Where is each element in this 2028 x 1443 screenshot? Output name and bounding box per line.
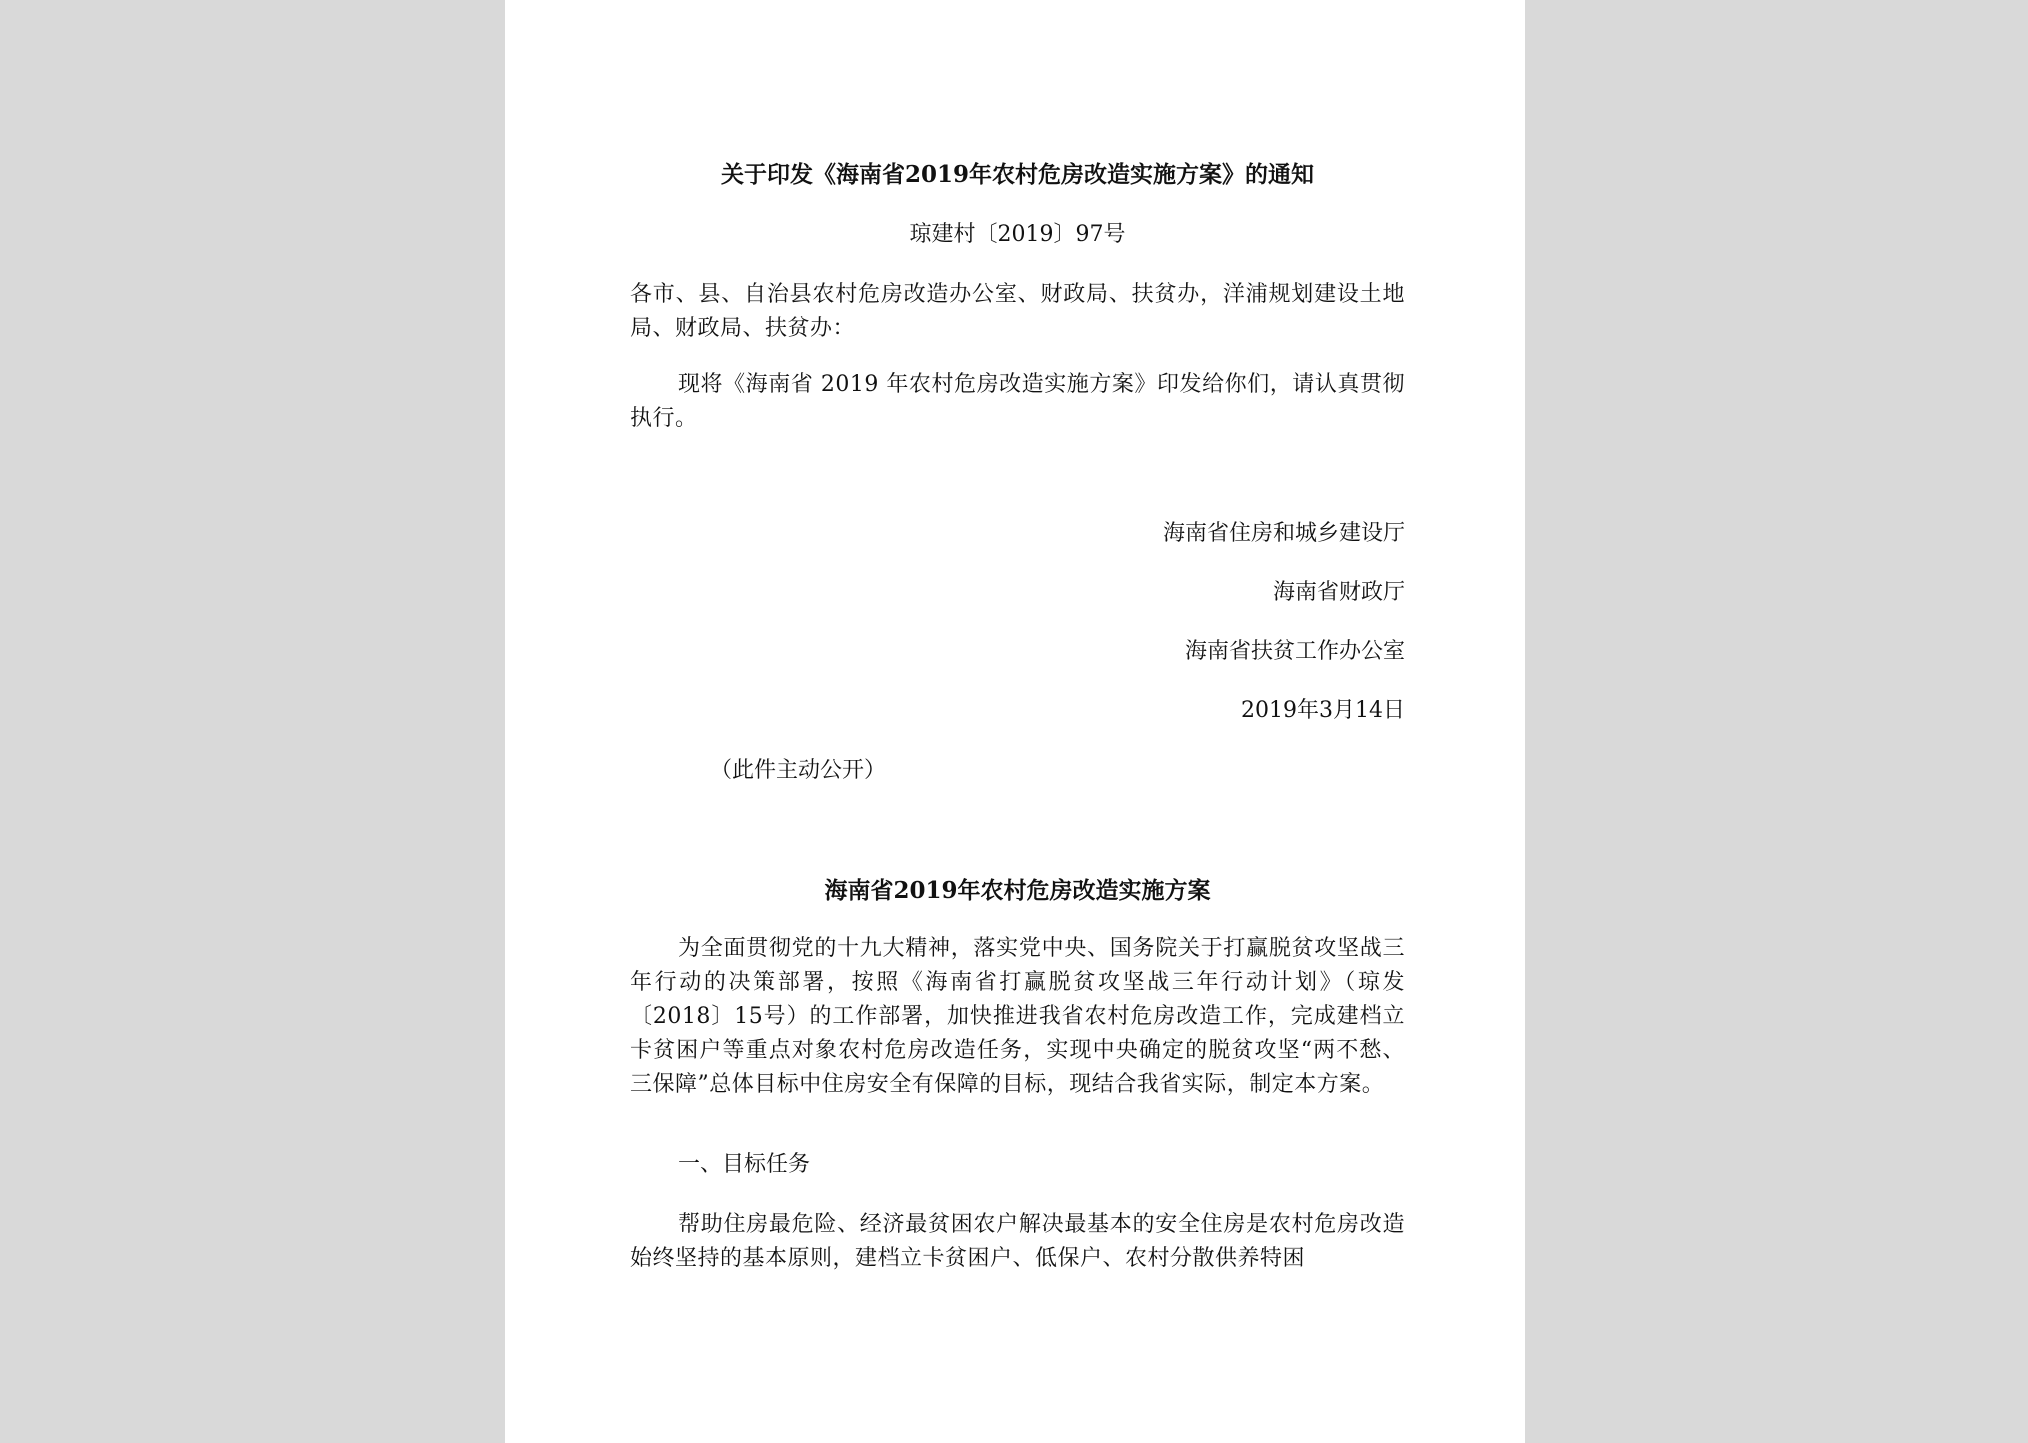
recipients: 各市、县、自治县农村危房改造办公室、财政局、扶贫办，洋浦规划建设土地局、财政局、扶贫办： [630, 282, 1405, 341]
section-heading-goals: 一、目标任务 [678, 1152, 811, 1177]
section-goals-text: 帮助住房最危险、经济最贫困农户解决最基本的安全住房是农村危房改造始终坚持的基本原则，建档立卡贫困户、低保户、农村分散供养特困 [630, 1212, 1405, 1271]
doc-number: 琼建村〔2019〕97号 [909, 222, 1126, 247]
document-page [505, 0, 1525, 1443]
issue-date: 2019年3月14日 [1241, 698, 1405, 723]
plan-title: 海南省2019年农村危房改造实施方案 [824, 877, 1211, 904]
signatory-housing-department: 海南省住房和城乡建设厅 [1162, 521, 1405, 546]
notice-title: 关于印发《海南省2019年农村危房改造实施方案》的通知 [720, 161, 1314, 188]
signatory-finance-department: 海南省财政厅 [1272, 580, 1405, 605]
notice-body: 现将《海南省 2019 年农村危房改造实施方案》印发给你们，请认真贯彻执行。 [630, 372, 1405, 431]
plan-intro: 为全面贯彻党的十九大精神，落实党中央、国务院关于打赢脱贫攻坚战三年行动的决策部署，按照《海南省打赢脱贫攻坚战三年行动计划》（琼发〔2018〕15号）的工作部署，加快推进我省农村危房改造工作，完成建档立卡贫困户等重点对象农村危房改造任务，实现中央确定的脱贫攻坚“两不愁、三保障”总体目标中住房安全有保障的目标，现结合我省实际，制定本方案。 [630, 936, 1405, 1097]
disclosure-note: （此件主动公开） [710, 758, 887, 783]
signatory-poverty-office: 海南省扶贫工作办公室 [1184, 639, 1405, 664]
